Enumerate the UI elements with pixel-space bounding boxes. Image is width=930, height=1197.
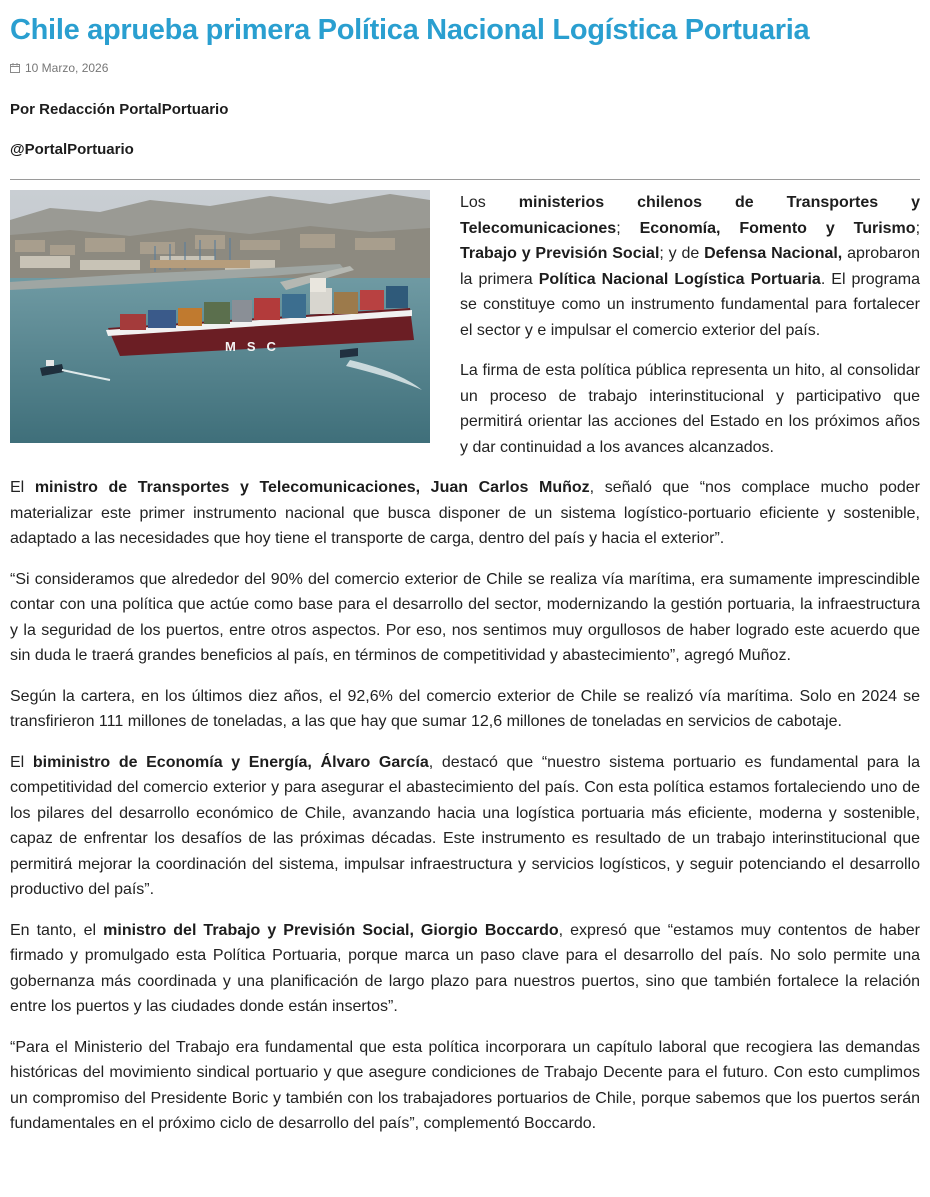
ship-hull-label: MSC [225,339,287,354]
divider [10,179,920,180]
publish-date-text: 10 Marzo, 2026 [25,61,109,75]
calendar-icon [10,63,20,73]
paragraph-7: En tanto, el ministro del Trabajo y Previsión Social, Giorgio Boccardo, expresó que “estamos muy contentos de haber firmado y promulgado esta Política Portuaria, porque marca un paso clave para el desarrollo del país. No solo permite una gobernanza más coordinada y una planificación de largo plazo para nuestros puertos, sino que también fortalece la relación entre los puertos y las ciudades donde están insertos”. [10,921,920,1015]
publish-date [10,60,920,76]
article-body [10,190,920,1137]
article-image[interactable] [10,190,430,443]
author-byline: Por Redacción PortalPortuario [10,101,229,118]
paragraph-4: “Si consideramos que alrededor del 90% del comercio exterior de Chile se realiza vía marítima, era sumamente imprescindible contar con una política que actúe como base para el desarrollo del sector, modernizando la gestión portuaria, la infraestructura y la seguridad de los puertos, entre otros aspectos. Por eso, nos sentimos muy orgullosos de haber logrado este acuerdo que sin duda le traerá grandes beneficios al país, en términos de competitividad y abastecimiento”, agregó Muñoz. [10,570,920,664]
paragraph-6: El biministro de Economía y Energía, Álvaro García, destacó que “nuestro sistema portuario es fundamental para la competitividad del comercio exterior y para asegurar el abastecimiento del país. Con esta política estamos fortaleciendo uno de los pilares del desarrollo económico de Chile, avanzando hacia una logística portuaria más eficiente, moderna y sostenible, capaz de enfrentar los desafíos de las próximas décadas. Este instrumento es resultado de un trabajo interinstitucional que permitirá mejorar la coordinación del sistema, impulsar infraestructura y servicios logísticos, y seguir potenciando el desarrollo productivo del país”. [10,753,921,898]
article-title[interactable]: Chile aprueba primera Política Nacional Logística Portuaria [10,14,810,46]
author-handle[interactable]: @PortalPortuario [10,141,134,158]
paragraph-5: Según la cartera, en los últimos diez años, el 92,6% del comercio exterior de Chile se realizó vía marítima. Solo en 2024 se transfirieron 111 millones de toneladas, a las que hay que sumar 12,6 millones de toneladas en servicios de cabotaje. [10,687,920,730]
container-ship-photo [10,190,430,443]
paragraph-2: La firma de esta política pública representa un hito, al consolidar un proceso de trabajo interinstitucional y participativo que permitirá orientar las acciones del Estado en los próximos años y dar continuidad a los avances alcanzados. [460,362,920,456]
paragraph-3: El ministro de Transportes y Telecomunicaciones, Juan Carlos Muñoz, señaló que “nos complace mucho poder materializar este primer instrumento nacional que busca disponer de un sistema logístico-portuario eficiente y sostenible, adaptado a las necesidades que hoy tiene el transporte de carga, dentro del país y hacia el exterior”. [10,479,921,547]
paragraph-1: Los ministerios chilenos de Transportes y Telecomunicaciones; Economía, Fomento y Turismo; Trabajo y Previsión Social; y de Defensa Nacional, aprobaron la primera Política Nacional Logística Portuaria. El programa se constituye como un instrumento fundamental para fortalecer el sector y e impulsar el comercio exterior del país. [460,194,921,339]
paragraph-8: “Para el Ministerio del Trabajo era fundamental que esta política incorporara un capítulo laboral que recogiera las demandas históricas del movimiento sindical portuario y que asegure condiciones de Trabajo Decente para el futuro. Con esto cumplimos un compromiso del Presidente Boric y también con los trabajadores portuarios de Chile, porque sabemos que los puertos serán fundamentales en el próximo ciclo de desarrollo del país”, complementó Boccardo. [10,1038,920,1132]
